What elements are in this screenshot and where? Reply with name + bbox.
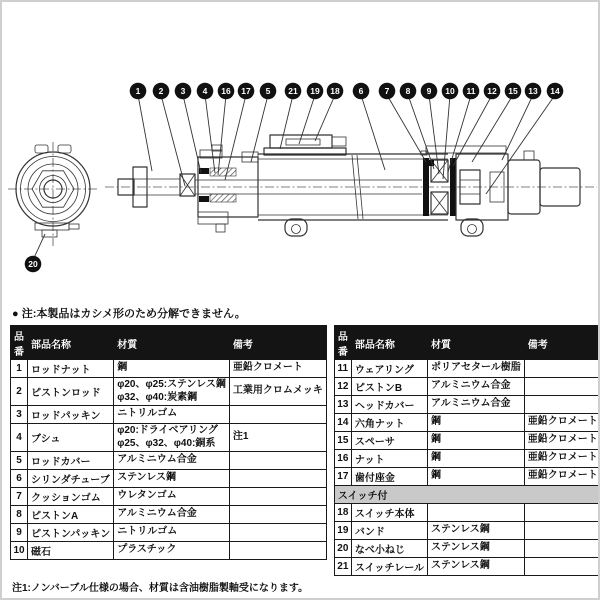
end-view — [8, 142, 99, 246]
cell-remarks — [229, 542, 326, 560]
cell-line: 鋼 — [117, 362, 128, 374]
cell-line: ステンレス鋼 — [431, 524, 490, 536]
cell-part-no: 20 — [334, 540, 351, 558]
svg-text:10: 10 — [445, 86, 455, 97]
bush — [210, 168, 236, 176]
cell-remarks — [524, 360, 600, 378]
cell-part-no: 15 — [334, 432, 351, 450]
cell-remarks — [524, 558, 600, 576]
table-row — [11, 506, 327, 524]
callouts — [25, 83, 564, 273]
cell-part-no: 11 — [334, 360, 351, 378]
cell-material — [114, 378, 230, 406]
end-bracket — [35, 223, 79, 237]
cell-line: ステンレス鋼 — [431, 542, 490, 554]
cell-line: 鋼 — [431, 434, 442, 446]
cell-remarks — [229, 424, 326, 452]
cell-line: 亜鉛クロメート — [232, 362, 303, 374]
cell-remarks — [229, 378, 326, 406]
switch-lead — [332, 137, 346, 146]
svg-text:16: 16 — [221, 86, 231, 97]
callout-4 — [197, 83, 215, 173]
header-part-name: 部品名称 — [28, 326, 114, 360]
svg-text:4: 4 — [202, 86, 208, 97]
cell-line: アルミニウム合金 — [117, 454, 197, 466]
table-row — [11, 542, 327, 560]
cell-line: 亜鉛クロメート — [527, 452, 598, 464]
table-header-row — [334, 326, 600, 360]
cell-line: ステンレス鋼 — [117, 472, 176, 484]
table-row — [334, 396, 600, 414]
cell-part-no: 5 — [11, 452, 28, 470]
rod-cover — [198, 145, 258, 232]
cell-remarks — [229, 360, 326, 378]
rod-packing — [199, 196, 209, 202]
cell-material — [114, 542, 230, 560]
cell-remarks — [524, 504, 600, 522]
callout-1 — [130, 83, 152, 171]
svg-text:17: 17 — [241, 86, 251, 97]
cell-part-name: スペーサ — [351, 432, 427, 450]
svg-text:3: 3 — [180, 86, 186, 97]
cell-remarks — [524, 468, 600, 486]
cell-part-name: ピストンB — [351, 378, 427, 396]
cell-part-no: 6 — [11, 470, 28, 488]
cell-line: ニトリルゴム — [117, 408, 178, 420]
cell-remarks — [524, 540, 600, 558]
cell-material — [428, 540, 525, 558]
cell-remarks — [524, 432, 600, 450]
cell-material — [428, 504, 525, 522]
cell-line: 鋼 — [431, 470, 442, 482]
parts-table-left — [10, 325, 327, 560]
cell-material — [114, 360, 230, 378]
cell-part-no: 9 — [11, 524, 28, 542]
table-row — [334, 378, 600, 396]
section-label: スイッチ付 — [334, 486, 600, 504]
switch-unit — [264, 135, 346, 155]
cell-part-name: スイッチレール — [351, 558, 427, 576]
table-row — [334, 522, 600, 540]
cell-line: φ20、φ25:ステンレス鋼 — [117, 379, 226, 390]
mounting-foot — [461, 219, 483, 236]
table-row — [11, 360, 327, 378]
table-row — [11, 378, 327, 406]
cell-part-no: 12 — [334, 378, 351, 396]
parts-list-section — [10, 305, 598, 594]
cylinder-diagram — [2, 2, 600, 302]
cell-remarks — [229, 506, 326, 524]
svg-text:19: 19 — [310, 86, 320, 97]
cell-part-no: 4 — [11, 424, 28, 452]
cell-part-name: 六角ナット — [351, 414, 427, 432]
cell-material — [114, 452, 230, 470]
cell-line: 鋼 — [431, 416, 442, 428]
port-boss — [35, 145, 48, 153]
cell-part-no: 14 — [334, 414, 351, 432]
table-row — [334, 468, 600, 486]
switch-window — [286, 139, 320, 145]
cell-remarks — [229, 470, 326, 488]
cell-part-name: ナット — [351, 450, 427, 468]
head-cover — [456, 151, 580, 220]
header-material: 材質 — [428, 326, 525, 360]
cell-remarks — [524, 378, 600, 396]
piston-assembly — [423, 158, 456, 216]
cell-part-name: シリンダチューブ — [28, 470, 114, 488]
cell-material — [114, 424, 230, 452]
table-row — [334, 360, 600, 378]
svg-text:2: 2 — [158, 86, 164, 97]
cell-line: φ25、φ32、φ40:銅系 — [117, 437, 216, 449]
cell-material — [114, 524, 230, 542]
callout-16 — [218, 83, 235, 175]
cell-line: プラスチック — [117, 544, 177, 556]
svg-text:13: 13 — [528, 86, 538, 97]
svg-text:9: 9 — [426, 86, 432, 97]
cell-material — [428, 432, 525, 450]
cell-remarks — [229, 452, 326, 470]
cell-remarks — [229, 524, 326, 542]
cell-line: アルミニウム合金 — [117, 508, 197, 520]
cell-material — [428, 558, 525, 576]
cell-line: アルミニウム合金 — [431, 398, 511, 410]
callout-14 — [486, 83, 563, 194]
table-row — [11, 406, 327, 424]
cell-line: 亜鉛クロメート — [527, 434, 598, 446]
cell-remarks — [524, 450, 600, 468]
cell-part-no: 10 — [11, 542, 28, 560]
cell-part-no: 8 — [11, 506, 28, 524]
svg-text:18: 18 — [330, 86, 340, 97]
cell-part-no: 3 — [11, 406, 28, 424]
cell-part-name: ウェアリング — [351, 360, 427, 378]
cell-part-name: バンド — [351, 522, 427, 540]
cell-part-name: ヘッドカバー — [351, 396, 427, 414]
cell-material — [114, 506, 230, 524]
port-boss — [58, 145, 71, 153]
cell-part-name: ロッドナット — [28, 360, 114, 378]
cell-part-name: 歯付座金 — [351, 468, 427, 486]
cell-material — [428, 522, 525, 540]
footnote: 注1:ノンバーブル仕様の場合、材質は含油樹脂製軸受になります。 — [12, 583, 309, 594]
svg-text:14: 14 — [550, 86, 560, 97]
svg-text:11: 11 — [466, 86, 476, 97]
piston-packing — [423, 158, 429, 216]
cell-remarks — [229, 406, 326, 424]
cell-line: ウレタンゴム — [117, 490, 177, 502]
cell-part-no: 7 — [11, 488, 28, 506]
table-header-row — [11, 326, 327, 360]
svg-text:12: 12 — [487, 86, 497, 97]
table-row — [11, 452, 327, 470]
cell-remarks — [524, 522, 600, 540]
cell-part-no: 2 — [11, 378, 28, 406]
cell-part-name: なべ小ねじ — [351, 540, 427, 558]
table-row — [11, 524, 327, 542]
cell-part-no: 18 — [334, 504, 351, 522]
svg-text:21: 21 — [288, 86, 298, 97]
svg-text:5: 5 — [265, 86, 271, 97]
callout-20 — [25, 234, 45, 272]
svg-text:6: 6 — [358, 86, 364, 97]
cell-remarks — [229, 488, 326, 506]
cell-part-name: ブシュ — [28, 424, 114, 452]
svg-text:8: 8 — [405, 86, 411, 97]
cell-part-no: 19 — [334, 522, 351, 540]
cell-part-no: 17 — [334, 468, 351, 486]
cell-line: φ32、φ40:炭素鋼 — [117, 391, 198, 403]
table-row — [11, 488, 327, 506]
callout-3 — [175, 83, 201, 173]
cell-line: 鋼 — [431, 452, 442, 464]
cell-part-name: ピストンA — [28, 506, 114, 524]
cell-remarks — [524, 414, 600, 432]
cell-part-no: 1 — [11, 360, 28, 378]
header-part-name: 部品名称 — [351, 326, 427, 360]
bush — [210, 194, 236, 202]
header-part-no: 品番 — [11, 326, 28, 360]
cell-line: ニトリルゴム — [117, 526, 178, 538]
cell-part-name: ロッドパッキン — [28, 406, 114, 424]
cell-part-no: 16 — [334, 450, 351, 468]
cell-material — [428, 360, 525, 378]
cell-line: アルミニウム合金 — [431, 380, 511, 392]
table-section-row — [334, 486, 600, 504]
svg-text:15: 15 — [508, 86, 518, 97]
table-row — [334, 432, 600, 450]
cell-material — [428, 378, 525, 396]
cell-part-name: ピストンロッド — [28, 378, 114, 406]
side-view — [105, 135, 597, 236]
cell-material — [428, 396, 525, 414]
cell-line: 工業用クロムメッキ — [232, 385, 323, 397]
parts-tables — [10, 325, 598, 576]
cell-line: ステンレス鋼 — [431, 560, 490, 572]
table-row — [334, 504, 600, 522]
cell-line: 注1 — [232, 431, 249, 443]
cell-remarks — [524, 396, 600, 414]
mounting-foot — [285, 219, 307, 236]
svg-text:7: 7 — [384, 86, 390, 97]
cell-part-no: 13 — [334, 396, 351, 414]
table-row — [334, 540, 600, 558]
cell-part-name: ピストンパッキン — [28, 524, 114, 542]
table-row — [334, 558, 600, 576]
parts-note: ● 注:本製品はカシメ形のため分解できません。 — [12, 308, 246, 320]
table-row — [334, 450, 600, 468]
cell-part-name: クッションゴム — [28, 488, 114, 506]
cell-part-no: 21 — [334, 558, 351, 576]
cell-material — [114, 470, 230, 488]
cell-material — [114, 406, 230, 424]
table-row — [11, 470, 327, 488]
cell-material — [428, 468, 525, 486]
cell-line: 亜鉛クロメート — [527, 416, 598, 428]
header-remarks: 備考 — [229, 326, 326, 360]
cell-material — [428, 450, 525, 468]
table-row — [11, 424, 327, 452]
header-material: 材質 — [114, 326, 230, 360]
cell-line: 亜鉛クロメート — [527, 470, 598, 482]
cell-part-name: 磁石 — [28, 542, 114, 560]
cell-part-name: ロッドカバー — [28, 452, 114, 470]
cell-material — [428, 414, 525, 432]
cell-part-name: スイッチ本体 — [351, 504, 427, 522]
svg-text:20: 20 — [28, 259, 38, 270]
cell-line: ポリアセタール樹脂 — [431, 362, 521, 374]
svg-text:1: 1 — [135, 86, 141, 97]
cell-line: φ20:ドライベアリング — [117, 425, 218, 436]
table-row — [334, 414, 600, 432]
header-part-no: 品番 — [334, 326, 351, 360]
cell-material — [114, 488, 230, 506]
header-remarks: 備考 — [524, 326, 600, 360]
parts-table-right — [334, 325, 600, 576]
wear-ring — [450, 158, 456, 216]
